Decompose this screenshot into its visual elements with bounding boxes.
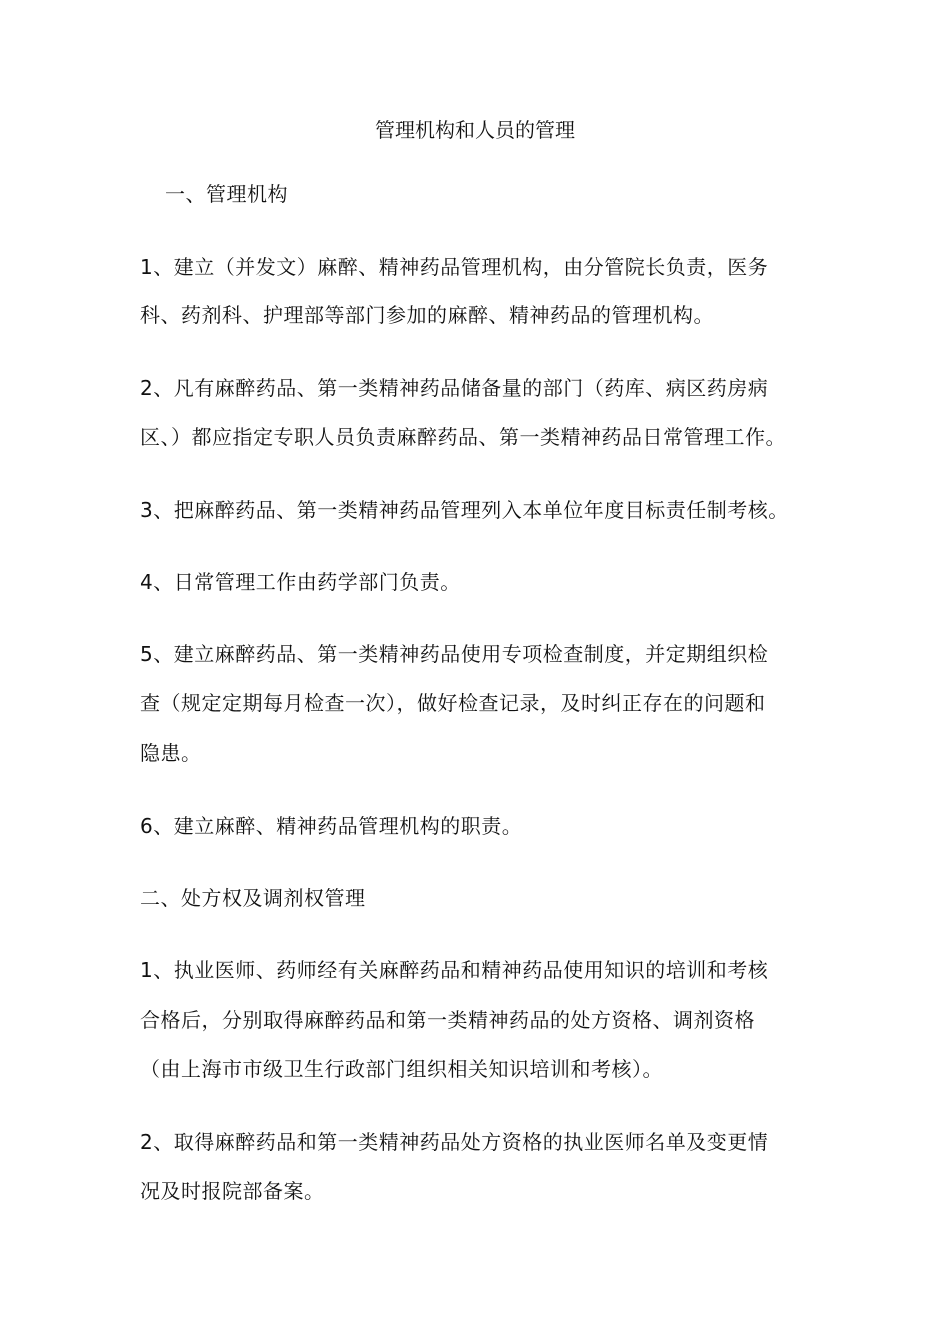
paragraph-line: 3、把麻醉药品、第一类精神药品管理列入本单位年度目标责任制考核。	[140, 498, 789, 522]
paragraph-line: 5、建立麻醉药品、第一类精神药品使用专项检查制度，并定期组织检	[140, 642, 769, 666]
section-heading: 一、管理机构	[165, 182, 288, 206]
paragraph-line: 1、建立（并发文）麻醉、精神药品管理机构，由分管院长负责，医务	[140, 255, 769, 279]
paragraph-line: 查（规定定期每月检查一次），做好检查记录，及时纠正存在的问题和	[140, 691, 766, 715]
paragraph-line: 科、药剂科、护理部等部门参加的麻醉、精神药品的管理机构。	[140, 303, 714, 327]
paragraph-line: 区、）都应指定专职人员负责麻醉药品、第一类精神药品日常管理工作。	[140, 425, 786, 449]
paragraph-line: （由上海市市级卫生行政部门组织相关知识培训和考核）。	[140, 1057, 663, 1081]
paragraph-line: 合格后，分别取得麻醉药品和第一类精神药品的处方资格、调剂资格	[140, 1008, 755, 1032]
paragraph-line: 1、执业医师、药师经有关麻醉药品和精神药品使用知识的培训和考核	[140, 958, 769, 982]
paragraph-line: 况及时报院部备案。	[140, 1179, 325, 1203]
paragraph-line: 6、建立麻醉、精神药品管理机构的职责。	[140, 814, 523, 838]
paragraph-line: 2、凡有麻醉药品、第一类精神药品储备量的部门（药库、病区药房病	[140, 376, 769, 400]
section-heading: 二、处方权及调剂权管理	[140, 886, 366, 910]
paragraph-line: 2、取得麻醉药品和第一类精神药品处方资格的执业医师名单及变更情	[140, 1130, 769, 1154]
document-title: 管理机构和人员的管理	[375, 118, 575, 142]
paragraph-line: 4、日常管理工作由药学部门负责。	[140, 570, 461, 594]
paragraph-line: 隐患。	[140, 741, 202, 765]
